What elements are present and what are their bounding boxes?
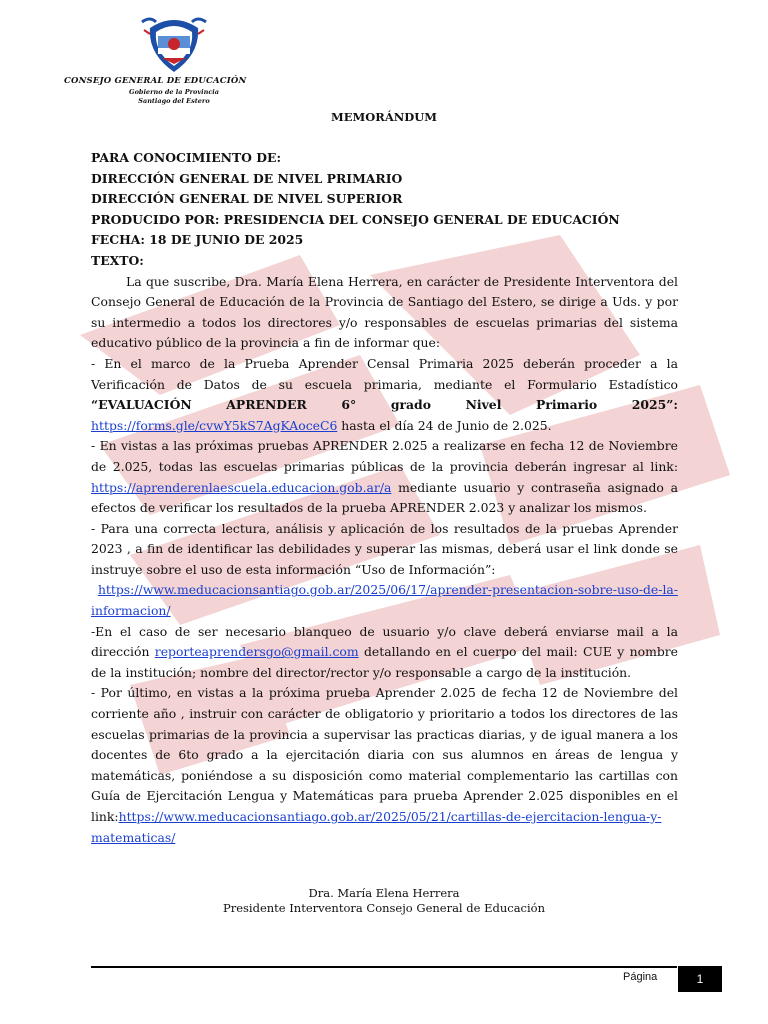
uso-informacion-link[interactable]: https://www.meducacionsantiago.gob.ar/2025/06/17/aprender-presentacion-sobre-uso-de-la-informacion/ bbox=[91, 582, 678, 619]
organization-subtitle: Gobierno de la Provincia bbox=[129, 88, 219, 96]
heading-line: PRODUCIDO POR: PRESIDENCIA DEL CONSEJO GENERAL DE EDUCACIÓN bbox=[91, 211, 620, 227]
heading-line: PARA CONOCIMIENTO DE: bbox=[91, 150, 282, 165]
signature-role: Presidente Interventora Consejo General de Educación bbox=[222, 901, 546, 915]
forms-link[interactable]: https://forms.gle/cvwY5kS7AgKAoceC6 bbox=[91, 417, 338, 433]
heading-line: DIRECCIÓN GENERAL DE NIVEL SUPERIOR bbox=[91, 191, 403, 207]
paragraph-verification: - En el marco de la Prueba Aprender Censal Primaria 2025 deberán proceder a la Verificación de Datos de su escuela primaria, mediante el Formulario Estadístico “EVALUACIÓN APRENDER 6° grado Nivel Primario 2025”: https://forms.gle/cvwY5kS7AgKAoceC6 hasta el día 24 de Junio de 2.025. bbox=[91, 355, 678, 433]
paragraph-results-usage: - Para una correcta lectura, análisis y aplicación de los resultados de la pruebas Aprender 2023 , a fin de identificar las debilidades y superar las mismas, deberá usar el link donde se instruye sobre el uso de esta información “Uso de Información”: https://www.meducacionsantiago.gob.ar/2025/06/17/aprender-presentacion-sobre-uso-de-la-informacion/ bbox=[91, 520, 678, 619]
document-title: MEMORÁNDUM bbox=[331, 110, 437, 124]
footer-divider bbox=[91, 966, 677, 968]
paragraph-practice: - Por último, en vistas a la próxima prueba Aprender 2.025 de fecha 12 de Noviembre del corriente año , instruir con carácter de obligatorio y prioritario a todos los directores de las escuelas primarias de la provincia a supervisar las practicas diarias, y de igual manera a los docentes de 6to grado a la ejercitación diaria con sus alumnos en áreas de lengua y matemáticas, poniéndose a su disposición como material complementario las cartillas con Guía de Ejercitación Lengua y Matemáticas para prueba Aprender 2.025 disponibles en el link:https://www.meducacionsantiago.gob.ar/2025/05/21/cartillas-de-ejercitacion-lengua-y-matematicas/ bbox=[91, 685, 678, 845]
organization-name: CONSEJO GENERAL DE EDUCACIÓN bbox=[64, 76, 247, 86]
signature-name: Dra. María Elena Herrera bbox=[308, 886, 460, 900]
heading-line: DIRECCIÓN GENERAL DE NIVEL PRIMARIO bbox=[91, 170, 403, 186]
page-label: Página bbox=[623, 971, 658, 983]
email-link[interactable]: reporteaprendersgo@gmail.com bbox=[154, 644, 359, 660]
cartillas-link[interactable]: https://www.meducacionsantiago.gob.ar/2025/05/21/cartillas-de-ejercitacion-lengua-y-matematicas/ bbox=[91, 809, 662, 845]
paragraph-aprender-link: - En vistas a las próximas pruebas APRENDER 2.025 a realizarse en fecha 12 de Noviembre de 2.025, todas las escuelas primarias públicas de la provincia deberán ingresar al link: https://aprenderenlaescuela.educacion.gob.ar/a mediante usuario y contraseña asignado a efectos de verificar los resultados de la prueba APRENDER 2.023 y analizar los mismos. bbox=[91, 438, 678, 516]
aprender-link[interactable]: https://aprenderenlaescuela.educacion.gob.ar/a bbox=[91, 479, 392, 495]
heading-line: FECHA: 18 DE JUNIO DE 2025 bbox=[91, 232, 304, 248]
organization-location: Santiago del Estero bbox=[138, 97, 210, 105]
provincial-seal-icon bbox=[140, 14, 208, 76]
heading-line: TEXTO: bbox=[91, 252, 144, 268]
paragraph-password-reset: -En el caso de ser necesario blanqueo de usuario y/o clave deberá enviarse mail a la dirección reporteaprendersgo@gmail.com detallando en el cuerpo del mail: CUE y nombre de la institución; nombre del director/rector y/o responsable a cargo de la institución. bbox=[91, 623, 679, 680]
intro-paragraph: La que suscribe, Dra. María Elena Herrera, en carácter de Presidente Interventora del Consejo General de Educación de la Provincia de Santiago del Estero, se dirige a Uds. y por su intermedio a todos los directores y/o responsables de escuelas primarias del sistema educativo público de la provincia a fin de informar que: bbox=[91, 273, 678, 351]
page-number: 1 bbox=[678, 966, 722, 992]
memo-body bbox=[91, 148, 678, 848]
